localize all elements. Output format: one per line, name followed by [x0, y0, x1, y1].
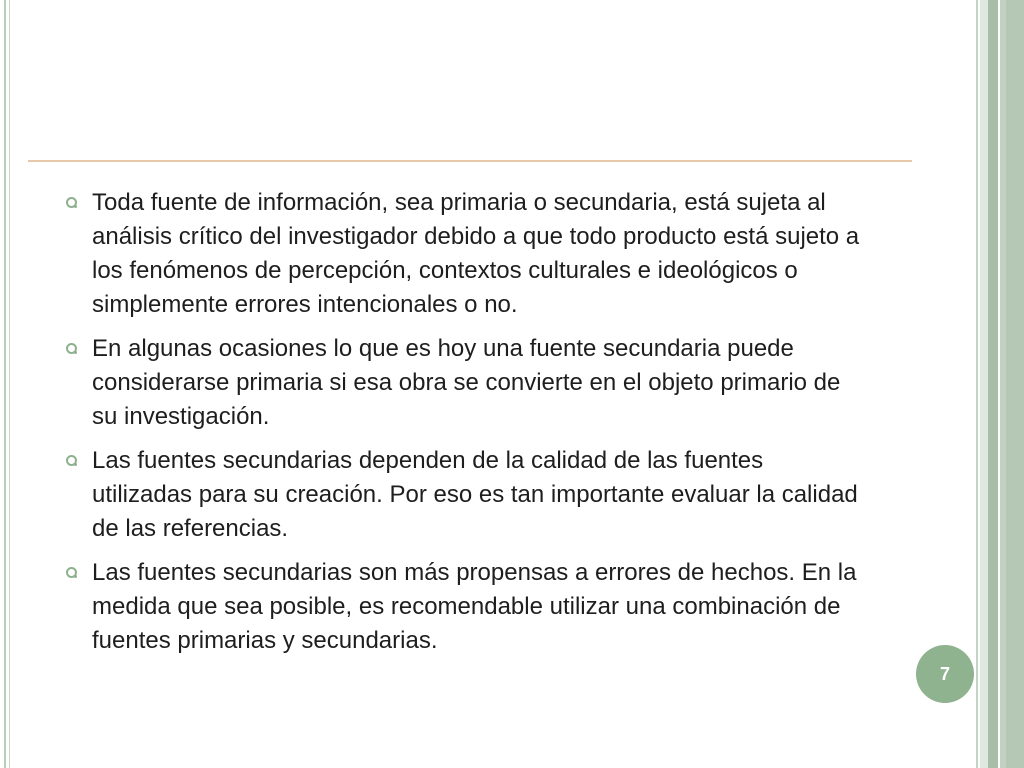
- page-number-badge: 7: [916, 645, 974, 703]
- bullet-item: [60, 556, 860, 658]
- bullet-text: En algunas ocasiones lo que es hoy una fuente secundaria puede considerarse primaria si esa obra se convierte en el objeto primario de su investigación.: [92, 335, 841, 430]
- bullet-item: [60, 186, 860, 322]
- bullet-icon: [66, 343, 77, 354]
- bullet-item: [60, 332, 860, 434]
- left-frame-line-inner: [9, 0, 10, 768]
- bullet-icon: [66, 567, 77, 578]
- right-band-stripe: [980, 0, 988, 768]
- bullet-text: Toda fuente de información, sea primaria o secundaria, está sujeta al análisis crítico del investigador debido a que todo producto está sujeto a los fenómenos de percepción, contextos culturales e ideológicos o simplemente errores intencionales o no.: [92, 189, 860, 318]
- bullet-text: Las fuentes secundarias dependen de la calidad de las fuentes utilizadas para su creación. Por eso es tan importante evaluar la calidad de las referencias.: [92, 447, 858, 542]
- left-frame-line: [4, 0, 6, 768]
- title-divider: [28, 160, 912, 162]
- right-band-stripe: [1006, 0, 1024, 768]
- bullet-icon: [66, 455, 77, 466]
- bullet-icon: [66, 197, 77, 208]
- slide-body: [60, 186, 860, 668]
- right-band-stripe: [988, 0, 998, 768]
- bullet-item: [60, 444, 860, 546]
- right-band-stripe: [976, 0, 978, 768]
- bullet-text: Las fuentes secundarias son más propensas a errores de hechos. En la medida que sea posible, es recomendable utilizar una combinación de fuentes primarias y secundarias.: [92, 559, 857, 654]
- right-decorative-band: [976, 0, 1024, 768]
